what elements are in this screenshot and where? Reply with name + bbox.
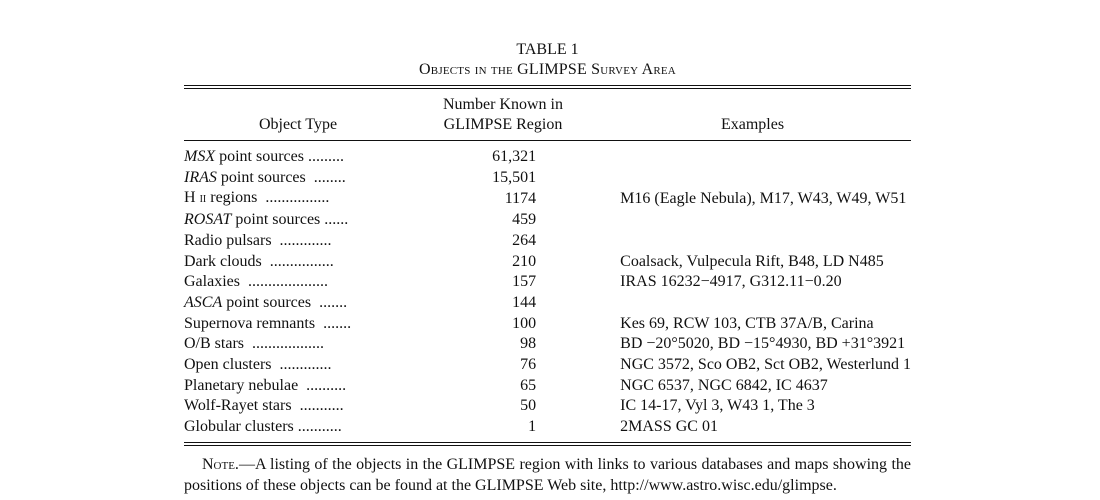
examples-cell: Kes 69, RCW 103, CTB 37A/B, Carina xyxy=(620,314,874,332)
object-type-cell xyxy=(184,188,394,210)
leader-dots: ................ xyxy=(257,189,330,207)
table-note xyxy=(184,454,911,496)
object-type-label: Galaxies xyxy=(184,273,240,291)
leader-dots: .................... xyxy=(239,273,328,291)
roman-numeral: ii xyxy=(199,191,207,207)
number-known-cell: 98 xyxy=(520,335,537,353)
leader-dots: ...... xyxy=(320,211,349,229)
number-known-cell: 210 xyxy=(512,252,537,270)
examples-cell: Coalsack, Vulpecula Rift, B48, LD N485 xyxy=(620,252,884,270)
header-object-type: Object Type xyxy=(258,116,338,133)
object-type-label: O/B stars xyxy=(184,335,244,353)
object-type-label: point sources xyxy=(215,148,304,165)
table-title: Objects in the GLIMPSE Survey Area xyxy=(419,61,676,78)
table-row xyxy=(184,141,911,168)
table-row xyxy=(184,376,911,397)
number-known-cell: 157 xyxy=(512,273,537,291)
number-known-cell: 264 xyxy=(512,231,537,249)
number-known-cell: 15,501 xyxy=(492,168,537,186)
number-known-cell: 65 xyxy=(520,376,537,394)
leader-dots: ....... xyxy=(315,314,352,332)
examples-cell: 2MASS GC 01 xyxy=(620,418,718,436)
object-type-cell xyxy=(184,272,394,293)
table-body xyxy=(184,141,911,438)
number-known-cell: 1 xyxy=(528,418,537,436)
examples-cell: NGC 6537, NGC 6842, IC 4637 xyxy=(620,376,828,394)
object-type-italic: MSX xyxy=(184,148,216,165)
table-container xyxy=(184,40,911,446)
object-type-cell xyxy=(184,293,394,314)
object-type-label: Radio pulsars xyxy=(184,231,272,249)
leader-dots: .................. xyxy=(244,335,324,353)
note-text: A listing of the objects in the GLIMPSE region with links to various databases and maps showing the positions of these objects can be found at the GLIMPSE Web site, http://www.astro.wisc.edu/glimpse. xyxy=(184,456,911,494)
object-type-label: Globular clusters xyxy=(184,418,294,436)
number-known-cell: 76 xyxy=(520,356,537,374)
object-type-cell xyxy=(184,396,394,417)
number-known-cell: 459 xyxy=(512,211,537,229)
examples-cell: BD −20°5020, BD −15°4930, BD +31°3921 xyxy=(620,335,906,353)
examples-cell: IC 14-17, Vyl 3, W43 1, The 3 xyxy=(620,397,815,415)
object-type-cell xyxy=(184,334,394,355)
object-type-cell xyxy=(184,141,394,168)
number-known-cell: 144 xyxy=(512,293,537,311)
object-type-label: point sources xyxy=(216,168,306,186)
table-row xyxy=(184,272,911,293)
table-row xyxy=(184,252,911,273)
table-row xyxy=(184,210,911,231)
header-row xyxy=(184,89,911,140)
object-type-label: point sources xyxy=(222,293,312,311)
header-number-line1: Number Known in xyxy=(443,96,563,113)
examples-cell xyxy=(620,293,911,314)
table-row xyxy=(184,314,911,335)
object-type-cell xyxy=(184,376,394,397)
table-row xyxy=(184,188,911,210)
object-type-cell xyxy=(184,314,394,335)
number-known-cell: 61,321 xyxy=(492,148,537,165)
leader-dots: ....... xyxy=(311,293,348,311)
objects-table-body xyxy=(184,141,911,438)
leader-dots: ............. xyxy=(271,356,332,374)
note-label: Note. xyxy=(202,456,239,473)
examples-cell: NGC 3572, Sco OB2, Sct OB2, Westerlund 1 xyxy=(620,356,911,374)
leader-dots: ........... xyxy=(293,418,342,436)
bottom-rule xyxy=(184,442,911,446)
object-type-cell xyxy=(184,355,394,376)
examples-cell xyxy=(620,141,911,168)
examples-cell xyxy=(620,168,911,189)
object-type-label: Open clusters xyxy=(184,356,272,374)
object-type-label: Dark clouds xyxy=(184,252,262,270)
leader-dots: ........ xyxy=(305,168,346,186)
table-row xyxy=(184,396,911,417)
object-type-italic: IRAS xyxy=(184,168,217,186)
header-number-line2: GLIMPSE Region xyxy=(443,116,563,133)
table-row xyxy=(184,355,911,376)
leader-dots: ............. xyxy=(271,231,332,249)
leader-dots: ................ xyxy=(261,252,334,270)
examples-cell: M16 (Eagle Nebula), M17, W43, W49, W51 xyxy=(620,189,907,207)
note-dash: — xyxy=(238,456,255,473)
object-type-label: Wolf-Rayet stars xyxy=(184,397,292,415)
number-known-cell: 100 xyxy=(512,314,537,332)
object-type-cell xyxy=(184,417,394,438)
object-type-italic: ASCA xyxy=(184,293,223,311)
object-type-label: point sources xyxy=(231,211,321,229)
object-type-label: H ii regions xyxy=(184,189,258,207)
objects-table xyxy=(184,89,911,140)
table-row xyxy=(184,293,911,314)
object-type-cell xyxy=(184,231,394,252)
header-examples: Examples xyxy=(720,116,785,133)
leader-dots: ........... xyxy=(291,397,344,415)
table-row xyxy=(184,231,911,252)
object-type-cell xyxy=(184,210,394,231)
header-number-known xyxy=(412,89,594,140)
object-type-cell xyxy=(184,168,394,189)
object-type-label: Supernova remnants xyxy=(184,314,316,332)
leader-dots: .......... xyxy=(298,376,347,394)
number-known-cell: 50 xyxy=(520,397,537,415)
table-row xyxy=(184,417,911,438)
object-type-label: Planetary nebulae xyxy=(184,376,299,394)
table-number: TABLE 1 xyxy=(516,41,579,58)
number-known-cell: 1174 xyxy=(504,189,537,207)
table-row xyxy=(184,168,911,189)
examples-cell xyxy=(620,231,911,252)
table-row xyxy=(184,334,911,355)
leader-dots: ......... xyxy=(303,148,344,165)
examples-cell xyxy=(620,210,911,231)
examples-cell: IRAS 16232−4917, G312.11−0.20 xyxy=(620,273,842,291)
object-type-italic: ROSAT xyxy=(184,211,232,229)
object-type-cell xyxy=(184,252,394,273)
